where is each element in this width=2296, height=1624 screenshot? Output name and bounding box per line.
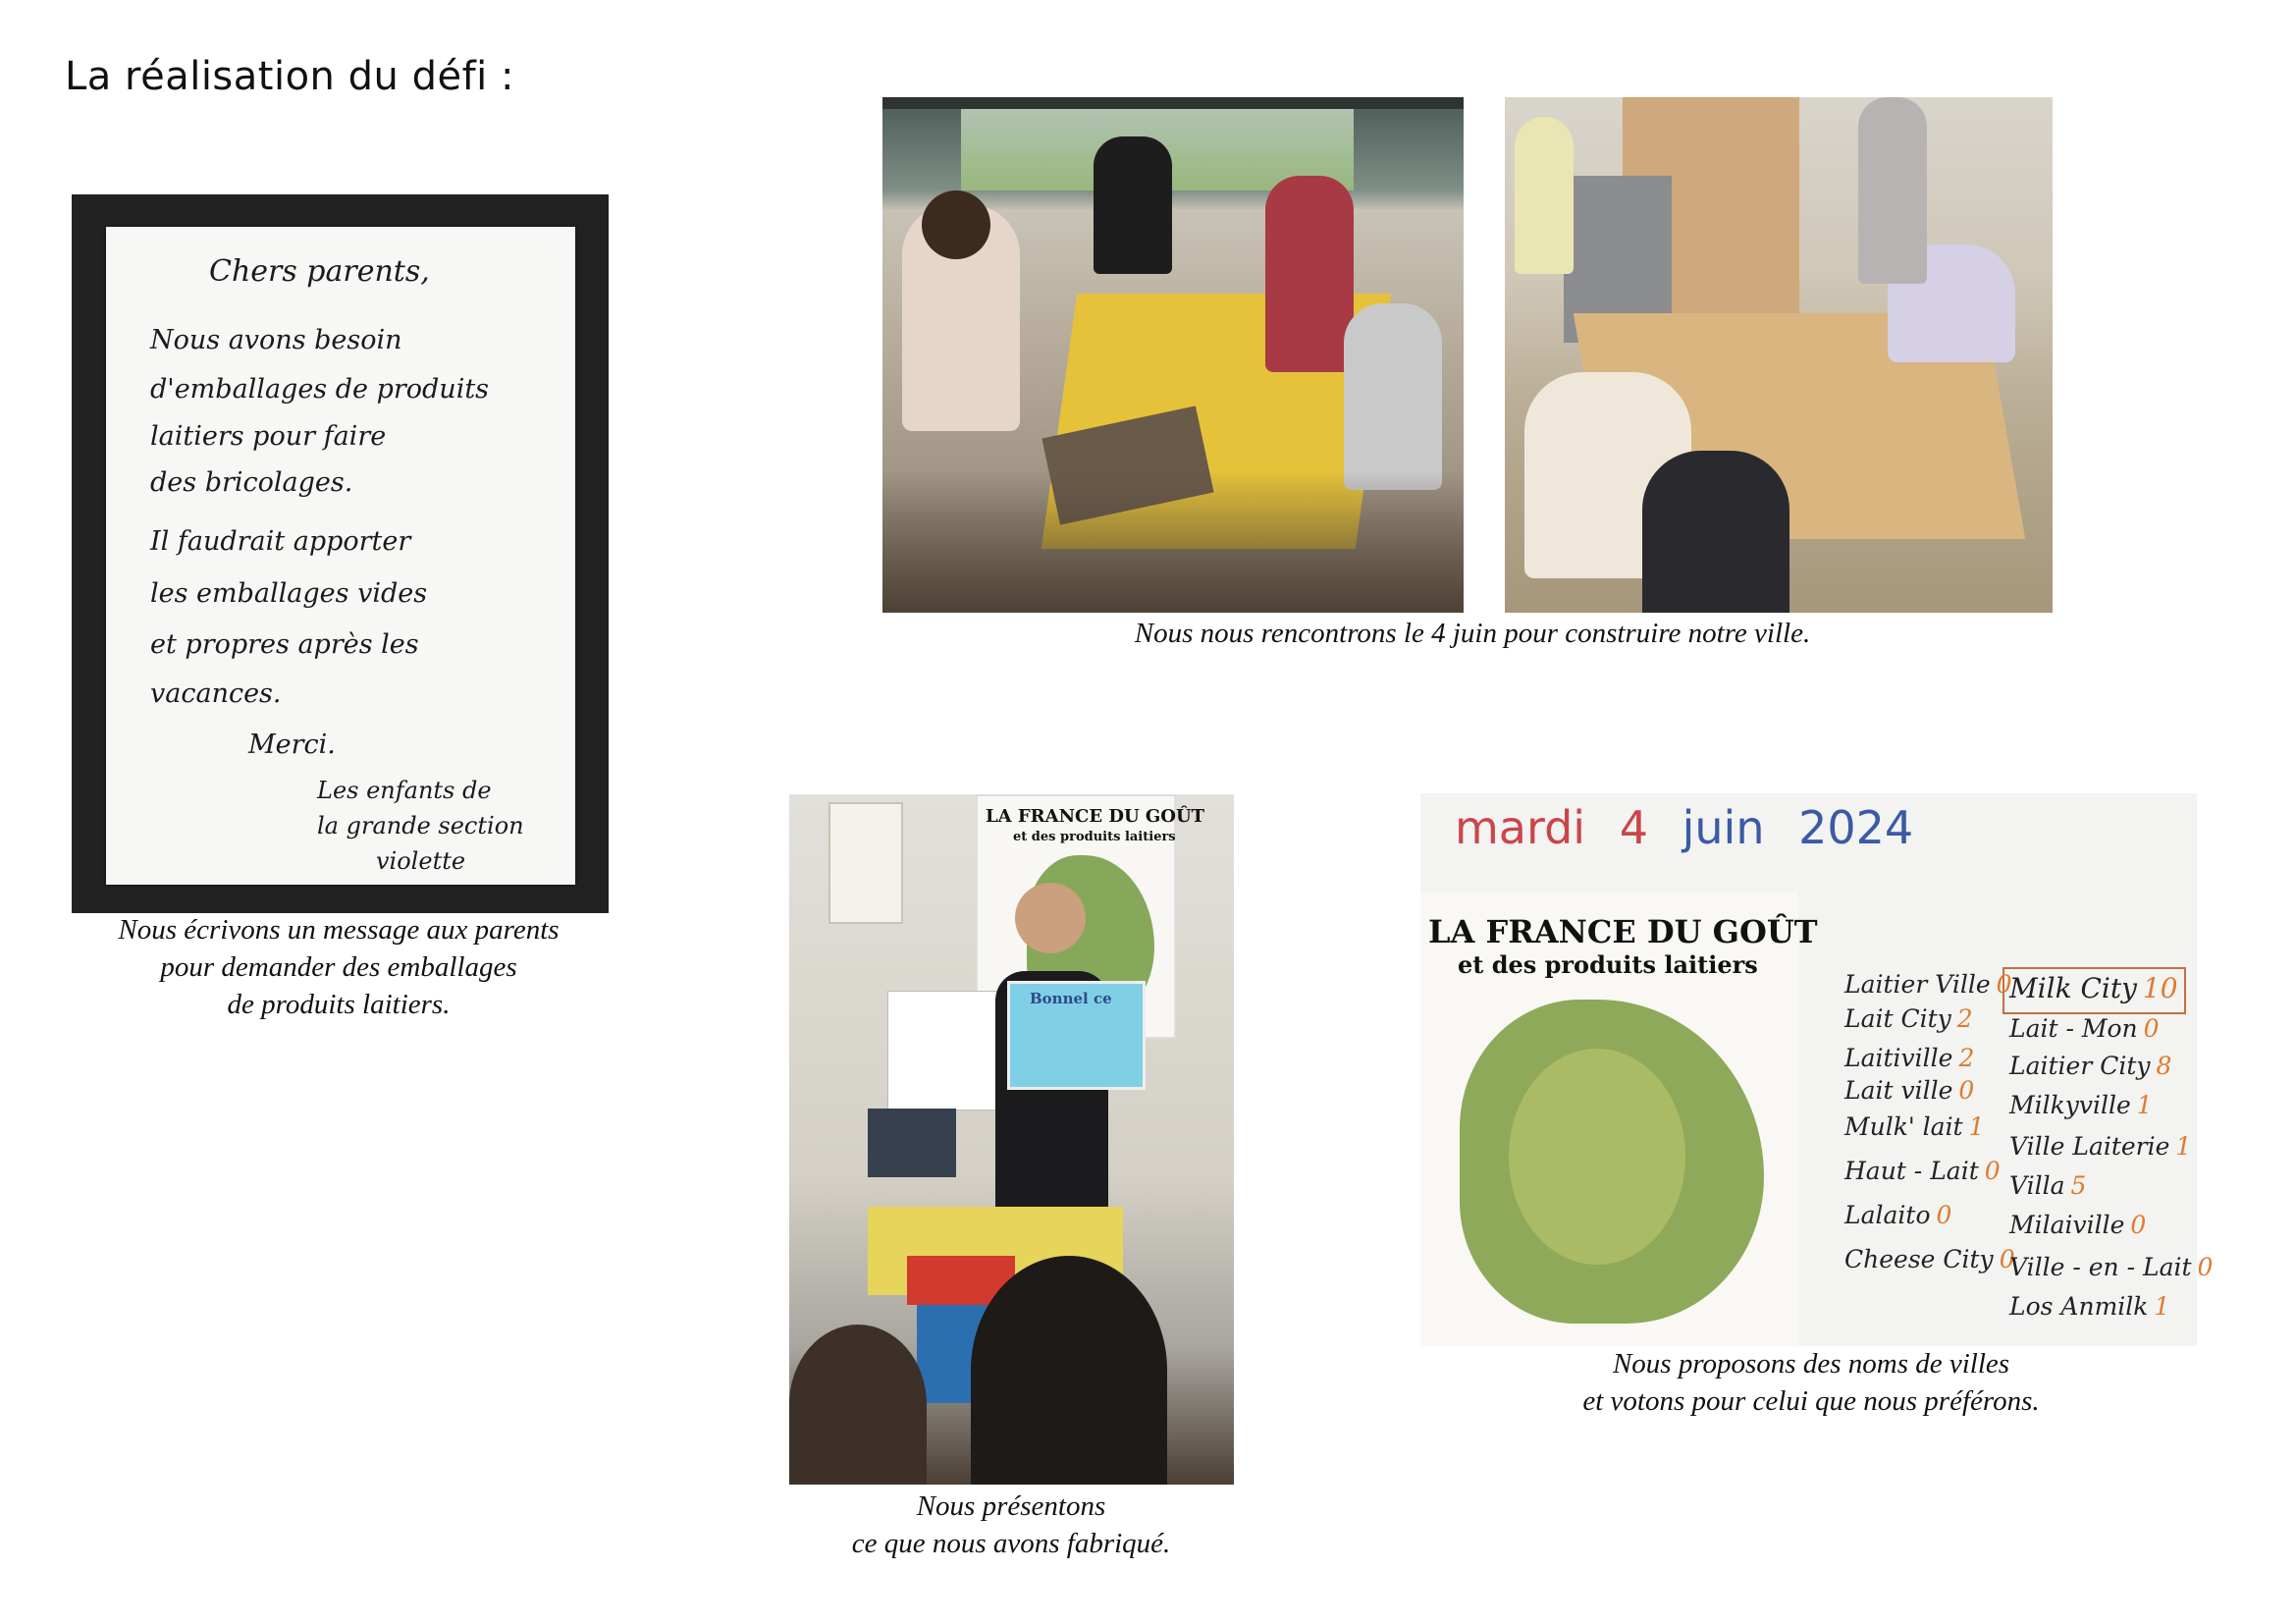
name-proposal: Lait ville 0 [1844,1076,1975,1105]
presentation-photo [789,794,1234,1485]
handwritten-letter [106,227,575,885]
workshop-caption: Nous nous rencontrons le 4 juin pour construire notre ville. [1134,618,1811,649]
name-proposal: Milaiville 0 [2009,1211,2147,1239]
letter-line: des bricolages. [150,467,353,498]
letter-line: Merci. [248,730,336,760]
france-map-poster: LA FRANCE DU GOÛT et des produits laitiers [1420,892,1798,1346]
letter-line: violette [376,847,466,875]
name-proposal: Cheese City 0 [1844,1245,2015,1273]
letter-line: vacances. [150,678,282,709]
board-caption: Nous proposons des noms de villes et votons pour celui que nous préférons. [1582,1348,2040,1417]
name-proposal: Laitier City 8 [2009,1052,2172,1080]
classroom-photo-2 [1505,97,2053,613]
classroom-photo-1 [882,97,1464,613]
name-proposal-winner: Milk City 10 [2009,972,2178,1004]
letter-caption: Nous écrivons un message aux parents pour demander des emballages de produits laitiers. [118,914,560,1020]
name-proposal: Haut - Lait 0 [1844,1157,2001,1185]
presentation-caption: Nous présentons ce que nous avons fabriqué. [851,1490,1171,1559]
board-date: mardi 4 juin 2024 [1455,801,1914,854]
name-proposal: Mulk' lait 1 [1844,1112,1985,1141]
name-proposal: Lalaito 0 [1844,1201,1952,1229]
page-title: La réalisation du défi : [65,54,514,99]
name-proposal: Lait - Mon 0 [2009,1014,2160,1043]
name-proposal: Ville Laiterie 1 [2009,1132,2192,1161]
city-box: Bonnel ce [1007,981,1146,1090]
letter-photo [72,194,609,913]
letter-line: et propres après les [150,629,419,660]
name-proposal: Laitier Ville 0 [1844,970,2012,999]
name-proposal: Villa 5 [2009,1171,2087,1200]
letter-line: la grande section [317,812,524,839]
whiteboard-photo [1420,793,2214,1346]
name-proposal: Lait City 2 [1844,1004,1973,1033]
name-proposal: Milkyville 1 [2009,1091,2153,1119]
france-poster: LA FRANCE DU GOÛT et des produits laitiers [976,794,1176,1039]
letter-line: Il faudrait apporter [150,526,411,557]
letter-line: Les enfants de [317,777,492,804]
letter-line: Chers parents, [209,254,430,289]
name-proposal: Ville - en - Lait 0 [2009,1253,2214,1281]
name-proposal: Laitiville 2 [1844,1044,1975,1072]
letter-line: Nous avons besoin [150,325,402,355]
letter-line: les emballages vides [150,578,428,609]
letter-line: d'emballages de produits [150,374,490,405]
name-proposal: Los Anmilk 1 [2009,1292,2170,1321]
letter-line: laitiers pour faire [150,421,387,452]
